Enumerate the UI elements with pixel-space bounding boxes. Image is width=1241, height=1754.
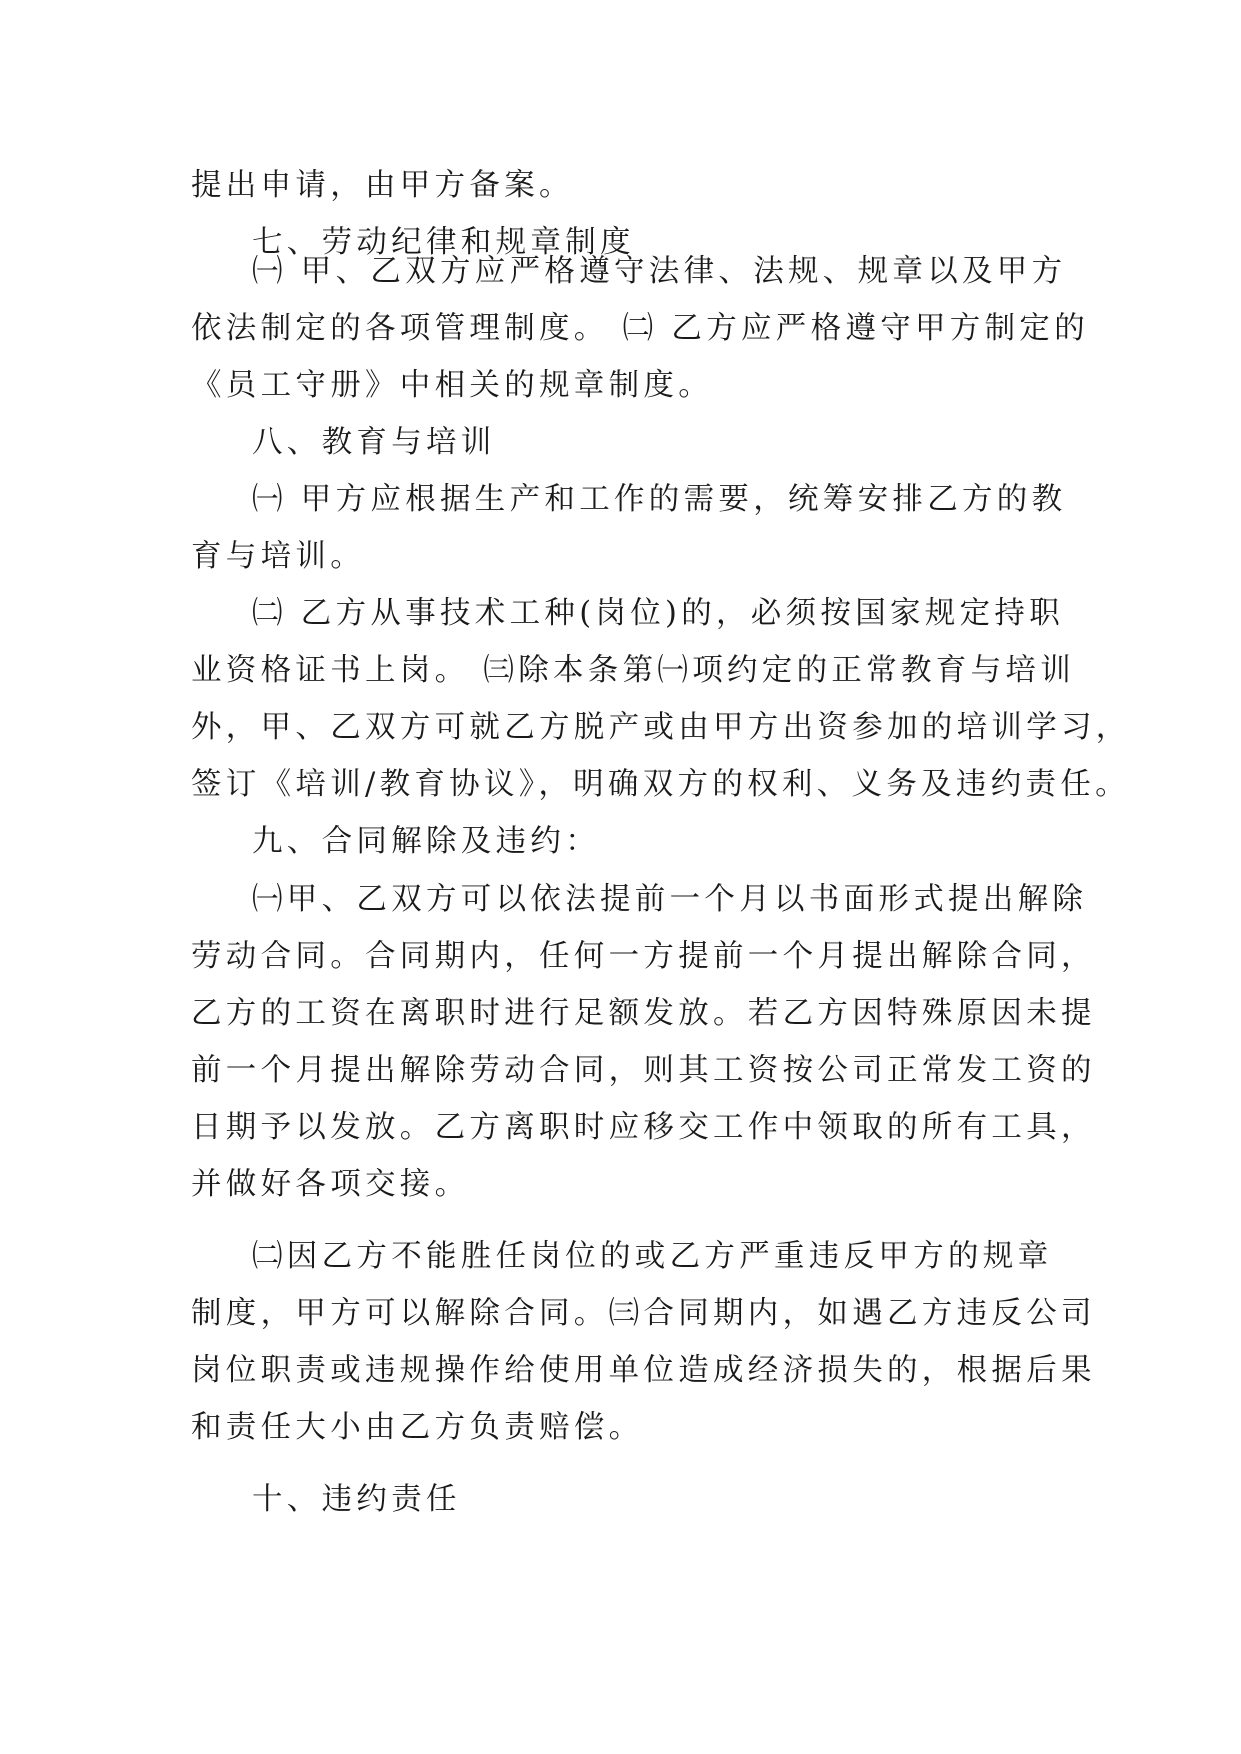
text-line: ㈠ 甲方应根据生产和工作的需要，统筹安排乙方的教 xyxy=(252,482,1067,517)
section-heading-9: 九、合同解除及违约： xyxy=(252,824,600,859)
text-line: ㈠ 甲、乙双方应严格遵守法律、法规、规章以及甲方 xyxy=(252,254,1067,289)
text-line: 并做好各项交接。 xyxy=(191,1167,470,1202)
text-line: 业资格证书上岗。 ㈢除本条第㈠项约定的正常教育与培训 xyxy=(191,653,1075,688)
text-line: 《员工守册》中相关的规章制度。 xyxy=(191,368,713,403)
text-line: 前一个月提出解除劳动合同，则其工资按公司正常发工资的 xyxy=(191,1053,1096,1088)
text-line: 乙方的工资在离职时进行足额发放。若乙方因特殊原因未提 xyxy=(191,996,1096,1031)
text-line: 外，甲、乙双方可就乙方脱产或由甲方出资参加的培训学习， xyxy=(191,710,1131,745)
section-heading-7: 七、劳动纪律和规章制度 xyxy=(252,225,635,260)
text-line: 依法制定的各项管理制度。 ㈡ 乙方应严格遵守甲方制定的 xyxy=(191,311,1089,346)
text-line: ㈡ 乙方从事技术工种(岗位)的，必须按国家规定持职 xyxy=(252,596,1064,631)
text-line: 提出申请，由甲方备案。 xyxy=(191,168,574,203)
text-line: ㈠甲、乙双方可以依法提前一个月以书面形式提出解除 xyxy=(252,882,1088,917)
text-line: 劳动合同。合同期内，任何一方提前一个月提出解除合同， xyxy=(191,939,1096,974)
section-heading-8: 八、教育与培训 xyxy=(252,425,496,460)
text-line: 签订《培训/教育协议》，明确双方的权利、义务及违约责任。 xyxy=(191,767,1130,802)
text-line: 制度，甲方可以解除合同。㈢合同期内，如遇乙方违反公司 xyxy=(191,1296,1096,1331)
text-line: 育与培训。 xyxy=(191,539,365,574)
text-line: 和责任大小由乙方负责赔偿。 xyxy=(191,1410,644,1445)
text-line: 日期予以发放。乙方离职时应移交工作中领取的所有工具， xyxy=(191,1110,1096,1145)
text-line: 岗位职责或违规操作给使用单位造成经济损失的，根据后果 xyxy=(191,1353,1096,1388)
section-heading-10: 十、违约责任 xyxy=(252,1482,461,1517)
text-line: ㈡因乙方不能胜任岗位的或乙方严重违反甲方的规章 xyxy=(252,1239,1053,1274)
